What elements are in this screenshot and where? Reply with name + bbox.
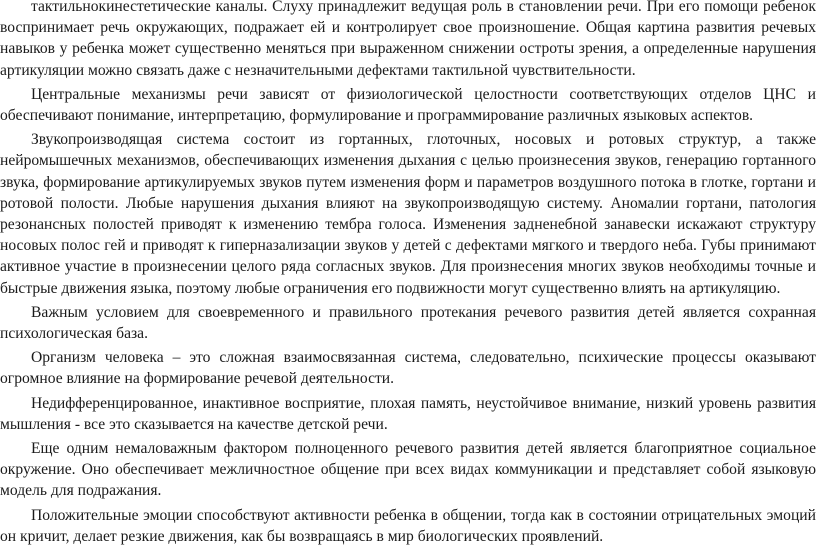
paragraph-sensory-channels: тактильнокинестетические каналы. Слуху принадлежит ведущая роль в становлении речи. При его помощи ребенок воспринимает речь окружающих, подражает ей и контролирует свое произношение. Общая картина развития речевых навыков у ребенка может существенно меняться при выраженном снижении остроты зрения, а определенные нарушения артикуляции можно связать даже с незначительными дефектами тактильной чувствительности. [0,0,816,79]
paragraph-social-environment: Еще одним немаловажным фактором полноценного речевого развития детей является благоприятное социальное окружение. Оно обеспечивает межличностное общение при всех видах коммуникации и представляет собой языковую модель для подражания. [0,440,816,500]
paragraph-sound-system: Звукопроизводящая система состоит из гортанных, глоточных, носовых и ротовых структур, а также нейромышечных механизмов, обеспечивающих изменения дыхания с целью произнесения звуков, генерацию гортанного звука, формирование артикулируемых звуков путем изменения форм и параметров воздушного потока в глотке, гортани и ротовой полости. Любые нарушения дыхания влияют на звукопроизводящую систему. Аномалии гортани, патология резонансных полостей приводят к изменению тембра голоса. Изменения задненебной занавески искажают структуру носовых полос гей и приводят к гиперназализации звуков у детей с дефектами мягкого и твердого неба. Губы принимают активное участие в произнесении целого ряда согласных звуков. Для произнесения многих звуков необходимы точные и быстрые движения языка, поэтому любые ограничения его подвижности могут существенно влиять на артикуляцию. [0,131,816,297]
paragraph-organism-system: Организм человека – это сложная взаимосвязанная система, следовательно, психические процессы оказывают огромное влияние на формирование речевой деятельности. [0,349,816,388]
paragraph-perception-memory: Недифференцированное, инактивное восприятие, плохая память, неустойчивое внимание, низкий уровень развития мышления - все это сказывается на качестве детской речи. [0,394,816,433]
paragraph-central-mechanisms: Центральные механизмы речи зависят от физиологической целостности соответствующих отделов ЦНС и обеспечивают понимание, интерпретацию, формулирование и программирование различных языковых аспектов. [0,85,816,125]
paragraph-psychological-base: Важным условием для своевременного и правильного протекания речевого развития детей является сохранная психологическая база. [0,303,816,343]
paragraph-positive-emotions: Положительные эмоции способствуют активности ребенка в общении, тогда как в состоянии отрицательных эмоций он кричит, делает резкие движения, как бы возвращаясь в мир биологических проявлений. [0,506,816,545]
